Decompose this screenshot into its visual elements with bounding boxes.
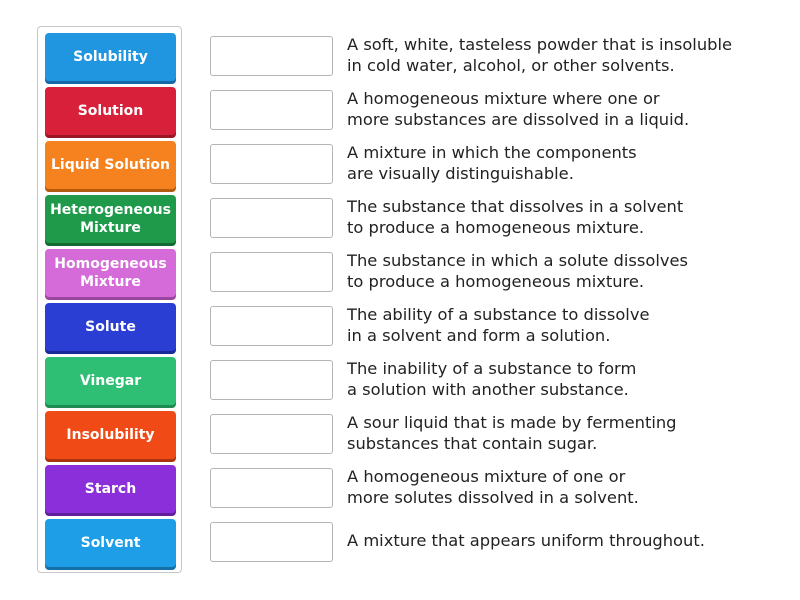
answer-tile-solute[interactable]: Solute [45,303,176,351]
definition-text: A homogeneous mixture of one or more solutes dissolved in a solvent. [347,467,639,507]
drop-slot[interactable] [210,90,333,130]
answer-tile-liquid-solution[interactable]: Liquid Solution [45,141,176,189]
definition-text: A sour liquid that is made by fermenting substances that contain sugar. [347,413,677,453]
answer-tile-solution[interactable]: Solution [45,87,176,135]
definition-text: The inability of a substance to form a solution with another substance. [347,359,637,399]
drop-slot[interactable] [210,468,333,508]
answer-tile-solubility[interactable]: Solubility [45,33,176,81]
definition-text: The ability of a substance to dissolve in a solvent and form a solution. [347,305,650,345]
drop-slot[interactable] [210,144,333,184]
drop-slot[interactable] [210,36,333,76]
answer-tile-heterogeneous-mixture[interactable]: Heterogeneous Mixture [45,195,176,243]
definition-text: The substance in which a solute dissolves to produce a homogeneous mixture. [347,251,688,291]
drop-slot[interactable] [210,198,333,238]
drop-slot[interactable] [210,360,333,400]
drop-slot[interactable] [210,252,333,292]
answer-tile-starch[interactable]: Starch [45,465,176,513]
definition-text: A homogeneous mixture where one or more substances are dissolved in a liquid. [347,89,690,129]
definition-text: A mixture in which the components are visually distinguishable. [347,143,637,183]
definition-text: A mixture that appears uniform throughout. [347,531,705,550]
answer-tile-panel [37,26,182,573]
answer-tile-insolubility[interactable]: Insolubility [45,411,176,459]
definition-text: A soft, white, tasteless powder that is insoluble in cold water, alcohol, or other solvents. [347,35,733,75]
drop-slot[interactable] [210,414,333,454]
answer-tile-homogeneous-mixture[interactable]: Homogeneous Mixture [45,249,176,297]
drop-slot[interactable] [210,522,333,562]
answer-tile-vinegar[interactable]: Vinegar [45,357,176,405]
answer-tile-solvent[interactable]: Solvent [45,519,176,567]
definition-text: The substance that dissolves in a solvent to produce a homogeneous mixture. [347,197,684,237]
drop-slot[interactable] [210,306,333,346]
